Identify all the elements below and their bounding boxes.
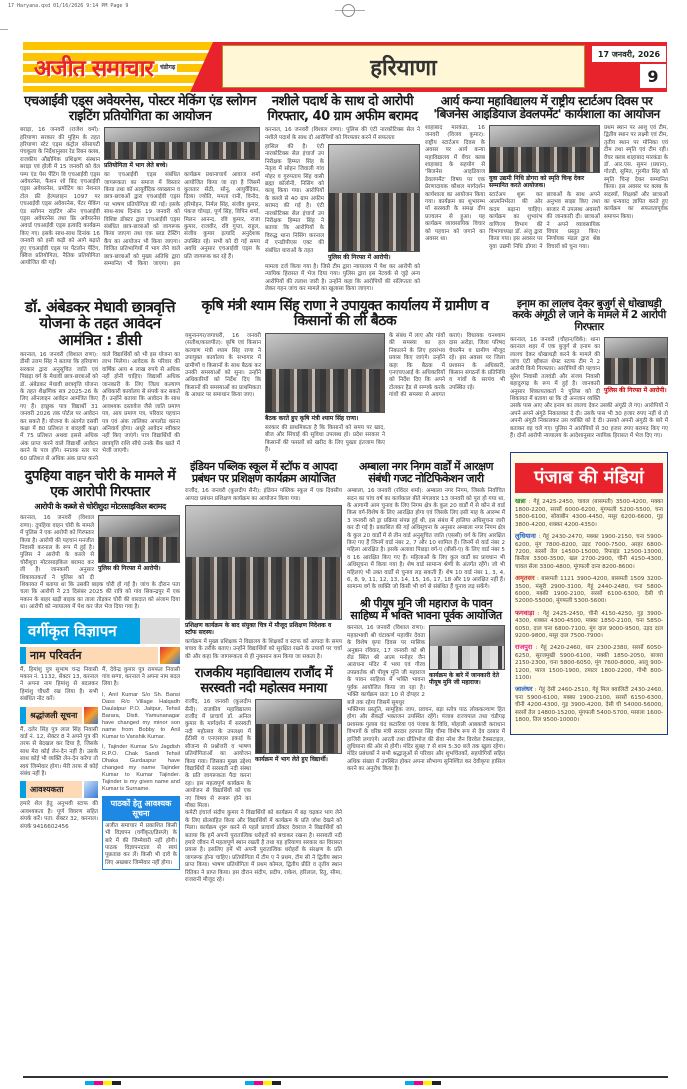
article-body-wrap <box>510 337 668 441</box>
middle-right <box>347 461 505 774</box>
news-photo <box>255 699 342 754</box>
article-intro: करनाल, 16 जनवरी (विशाल राणा): पुलिस की एंटी नारकोटिक्स सेल ने नशीले पदार्थ के साथ दो आरोपियों को गिरफ्तार करने में सफलता <box>265 127 420 141</box>
headline-ring-fraud-arrest: इनाम का लालच देकर बुजुर्ग से धोखाधड़ी करके अंगूठी ले जाने के मामले में 2 आरोपी गिरफ्तार <box>512 297 666 334</box>
news-photo <box>185 505 342 620</box>
mandi-entry: खन्ना : गेहूं 2425-2450, चावल (बासमती) 3500-4200, मक्का 1800-2200, सरसों 6000-6200, मूंगफली 5200-5500, चना 5800-6100, सोयाबीन 4300-4450, मसूर 6200-6600, गुड़ 3800-4200, शक्कर 4200-4350। <box>515 497 663 528</box>
mandi-entry: राजपुरा : गेहूं 2420-2460, धान 2300-2380, सरसों 6050-6250, सूरजमुखी 5900-6100, मक्की 1850-2050, बाजरा 2150-2300, चना 5800-6050, मूंग 7600-8000, आलू 900-1200, प्याज 1500-1900, टमाटर 1800-2200, गोभी 800-1100। <box>515 643 663 681</box>
photo-block <box>328 144 420 264</box>
article-vahan <box>20 469 180 612</box>
headline-saraswati-festival: राजकीय महाविद्यालय राजौंद में सरस्वती नदी महोत्सव मनाया <box>194 666 333 696</box>
photo-block <box>604 337 668 397</box>
article-middle <box>489 125 600 251</box>
article-columns <box>425 125 668 251</box>
headline-ward-reservation: अम्बाला नगर निगम वार्डों में आरक्षण संबंधी गजट नोटिफिकेशन जारी <box>359 459 493 485</box>
classified-columns <box>20 667 180 871</box>
article-body: कार्यक्रम में मुख्य प्रशिक्षक ने विद्यालय के शिक्षकों व स्टाफ को आपदा के समय बचाव के तरीके बताए। उन्होंने विद्यार्थियों को सुरक्षित रखने के उपायों पर चर्चा की और कहा कि जागरूकता से ही नुकसान कम किया जा सकता है। <box>185 638 342 660</box>
article-body: करनाल, 16 जनवरी (विशाल राणा): दुपहिया वाहन चोरी के मामले में पुलिस ने एक आरोपी को गिरफ्तार किया है। आरोपी की पहचान मनजीत निवासी करनाल के रूप में हुई है। पुलिस ने आरोपी के कब्जे से चोरीशुदा मोटरसाइकिल बरामद कर ली है। जानकारी अनुसार शिकायतकर्ता ने पुलिस को दी शिकायत में बताया था कि उसकी बाइक चोरी हो गई है। जांच के दौरान पता चला कि आरोपी ने 23 दिसंबर 2025 की रात्रि को गांव सिकन्द्रपुर में एक मकान के बाहर खड़ी बाइक का ताला तोड़कर चोरी की वारदात को अंजाम दिया था। आरोपी को न्यायालय में पेश कर जेल भेज दिया गया है। <box>20 515 180 611</box>
news-photo <box>265 333 385 413</box>
article-columns <box>185 699 342 810</box>
classified-title: वर्गीकृत विज्ञापन <box>20 618 180 644</box>
article-body: का एचआईवी एड्स संबंधित जागरूकता का समाज में विस्तार किया तथा कॉ आयुर्वेदिक व्याख्यान व छात्र-छात्राओं द्वारा एचआईवी एड्स पर भाषण प्रतियोगिता की गई। इसके साथ-साथ दिनांक 19 जनवरी को विशिष्ट डॉक्टर द्वारा एचआईवी एड्स संबंधित छात्र-छात्राओं को जागरूक किया जाएगा तथा एक ब्लड टेस्टिंग कैंप का आयोजन भी किया जाएगा। विजित प्रतिभागियों में भाग लेने वाले छात्र-छात्राओं को मुख्य अतिथि द्वारा सम्मानित भी किया जाएगा। इस कार्यक्रम प्रधानाचार्य आवाज शर्मा आयोजित किया जा रहा है जिसमें कुलतार सेठी, सोनू, आयुर्वेदिका, दिव्या ज्योति, ममता रानी, विनोद, हरिमोहन, निर्मल सिंह, संजीव कुमार, पंकज चोपड़ा, पूर्ण सिंह, विपिन शर्मा, मिलन आनन्द, रवि कुमार, राजा कुमार, राजवीर, रवि गुप्ता, राहुल, संजीव कुमार इत्यादि अनुदेशक उपस्थित रहे। सभी को दी गई समय अवधि अनुसार एचआईवी एड्स के प्रति जागरूक कर रहे हैं। <box>104 172 260 267</box>
mandi-rates: गेहूं 2425-2450, चीनी 4150-4250, गुड़ 3900-4300, शक्कर 4300-4500, मक्का 1850-2100, चना 5850-6050, दाल चना 6800-7100, मूंग दाल 9000-9500, उड़द दाल 9200-9800, मसूर दाल 7500-7900। <box>515 610 663 639</box>
article-body: हासिल की है। एंटी नारकोटिक्स सेल इंचार्ज उप निरीक्षक हिम्मत सिंह के नेतृत्व में सोहन जिवाली गांव मोहर व गुरुपताप सिंह वासी ब्रह्मा कॉलोनी, निसिंग को काबू किया गया। आरोपियों के कब्जे से 40 ग्राम अफीम बरामद की गई है। एंटी नारकोटिक्स सेल इंचार्ज उप निरीक्षक हिम्मत सिंह ने बताया कि आरोपियों के विरुद्ध थाना निसिंग करनाल में एनडीपीएस एक्ट की संबंधित धाराओं के तहत <box>265 143 324 254</box>
photo-caption: कार्यक्रम के बारे में जानकारी देते पीयूष मुनि जी महाराज। <box>429 672 500 687</box>
article-columns <box>265 144 420 264</box>
headline-startup-workshop: आर्य कन्या महाविद्यालय में राष्ट्रीय स्टार्टअप दिवस पर 'बिजनेस आइडियाज डेवलपमेंट' कार्यशाला का आयोजन <box>433 94 660 122</box>
article-body: बराड़ा, 16 जनवरी (राजेश वर्मा): हरियाणा सरकार की मुहिम के तहत हरियाणा स्टेट एड्स कंट्रोल सोसायटी पंचकूला के निर्देशानुसार रेड रिबन क्लब, राजकीय औद्योगिक प्रशिक्षण संस्थान बराड़ा एवं होली में 15 जनवरी को वेल पम्प एंड पेस पेंटिंग वि एचआईवी एड्स अवेयरनेस, फैशन शो बिंद एचआईवी एड्स अवेयरनेस, प्रमोटिंग का नेशनल टोल फ्री हेल्पलाइन 1097 पर एचआईवी एड्स अवेयरनेस, पेंटर मेकिंग एंड स्लोगन राइटिंग ऑन एचआईवी एड्स अवेयरनेस तथा फ्रि अवेयरनेस अवार्ड एचआईवी एड्स इत्यादि कार्यक्रम किए गए। इसके साथ-साथ दिनांक 16 जनवरी को इसी कड़ी को आगे बढ़ाते हुए एचआईवी एड्स पर पेंटलोन पेंटिंग, क्विज प्रतियोगिता, नैतिक प्रतियोगिता आयोजित की गई। <box>20 127 100 267</box>
registration-mark <box>342 4 355 17</box>
classified-col-2 <box>102 667 180 871</box>
article-body: करनाल, 16 जनवरी (चौहान/विर्क): थाना करनाल शहर में एक बुजुर्ग से इनाम का लालच देकर धोखाधड़ी करने के मामले की जांच एंटी व्हीकल थेफ्ट स्टाफ टीम ने 2 आरोपी किये गिरफ्तार। आरोपियों की पहचान सुरेश निवासी तलवंडी और संजय निवासी बहादुरगढ़ के रूप में हुई है। जानकारी अनुसार शिकायतकर्ता ने पुलिस को दी शिकायत में बताया था कि दो अनजान व्यक्ति उसके पास आए और इनाम का लालच देकर उसकी अंगूठी ले गए। आरोपियों ने अपने अपने अंगूठे निकालकर दे दी। उसके पास भी 30 हजार रुपए नहीं थे तो अपनी अंगूठी निकालकर उस व्यक्ति को दे दी। उसको अपनी अंगूठी के बारे में बताकर वह चले गए। पुलिस ने आरोपियों से 30 हजार रुपए बरामद किए गए हैं। दोनों आरोपी न्यायालय के आदेशानुसार न्यायिक हिरासत में भेज दिए गए। <box>510 336 668 440</box>
photo-caption: युवा उद्यमी निधि डोगरा को स्मृति चिन्ह देकर सम्मानित करते आयोजक। <box>489 174 585 189</box>
classified-ad-english: I, Tajinder Kumar S/o Jagdish R.P.O. Chak Sandi Tehsil Dhaka Gurdaspur have changed my name Tajinder Kumar to Kumar Tajinder. Tajinder is my given name and Kumar is Surname. <box>102 743 180 792</box>
article-right <box>104 127 260 268</box>
photo-caption: कार्यक्रम में भाग लेते हुए विद्यार्थी। <box>255 756 328 764</box>
mandi-city: फगवाड़ा <box>515 608 535 617</box>
reader-notice-text: अजीत समाचार में प्रकाशित किसी भी विज्ञापन (वर्गीकृत/डिस्प्ले) के बारे में की जिम्मेवारी नहीं होगी। पाठक विज्ञापनदाता से स्वयं पूछताछ कर लें। किसी भी दावे के लिए अखबार जिम्मेवार नहीं होगा। <box>105 822 177 866</box>
mandi-city: जालंधर <box>515 685 533 694</box>
headline-bike-theft-arrest: दुपहिया वाहन चोरी के मामले में एक आरोपी गिरफ्तार <box>24 468 176 500</box>
category-row <box>20 647 180 664</box>
page-bottom-rule <box>23 1076 668 1078</box>
article-drugs <box>265 95 420 294</box>
category-notice: श्रद्धांजली सूचना <box>20 707 82 724</box>
mandi-city: खन्ना <box>515 497 526 506</box>
article-body: के संबंध में लाए और गांवों की समस्या का हल निकालने के लिए हरसंभव प्रयास किए जाएंगे। उन्होंने कहा कि बैठक में एनएचएआई के अधिकारियों को निर्देश दिए कि अपने टोलकर हैड से सम्पर्क करके गांवों की समस्या से अवगत कराएं। विधायक घनश्याम दास अरोड़ा, जिला परिषद चेयरमैन व ग्रामीण मौजूद रहे। इस अवसर पर जिला प्रशासन के अधिकारी, किसान संगठनों के प्रतिनिधि व गांवों के सरपंच भी उपस्थित रहे। <box>389 332 505 399</box>
ad-image <box>84 707 98 724</box>
mandi-city: अमृतसर <box>515 574 535 583</box>
headline-agriculture-minister-meeting: कृषि मंत्री श्याम सिंह राणा ने उपायुक्त कार्यालय में ग्रामीण व किसानों की ली बैठक <box>201 297 489 330</box>
photo-caption: पुलिस की गिरफ्त में आरोपी। <box>328 253 391 261</box>
article-nigam <box>347 461 505 592</box>
top-row <box>20 95 668 294</box>
article-body-wrap <box>20 515 180 611</box>
article-ambedkar <box>20 299 180 463</box>
middle-subcolumns <box>185 461 505 885</box>
mandi-city: राजपुरा <box>515 643 533 652</box>
newspaper-logo: अजीत समाचार <box>34 56 153 82</box>
lower-row <box>20 299 668 885</box>
subheadline: आरोपी के कब्जे से चोरीशुदा मोटरसाइकिल बरामद <box>34 502 166 512</box>
article-columns <box>20 127 260 268</box>
photo-caption: बैठक करते हुए कृषि मंत्री श्याम सिंह राणा। <box>265 414 359 422</box>
classified-ad: मैं, दलेर सिंह पुत्र लाल सिंह निवासी वार्ड नं. 12, सेक्टर 8 ने अपने पुत्र की तरफ से बेदखल कर दिया है, जिसके साथ मेरा कोई लेन-देन नहीं है। उसके साथ कोई भी व्यक्ति लेन-देन करेगा तो स्वयं जिम्मेवार होगा। मेरी तरफ से कोई संबंध नहीं है। <box>20 726 98 778</box>
category-row <box>20 781 98 798</box>
mandi-entry: जालंधर : गेहूं देसी 2460-2510, गेहूं मिल क्वालिटी 2430-2460, चना 5900-6100, मक्का 1900-2100, सरसों 6150-6300, चीनी 4200-4300, गुड़ 3900-4200, देसी घी 54000-56000, सरसों तेल 14800-15200, मूंगफली 5400-5700, मसाला 1600-1800, तिल 9500-10000। <box>515 685 663 724</box>
article-columns <box>347 625 505 706</box>
mandi-entry: अमृतसर : बासमती 1121 3900-4200, बासमती 1509 3200-3500, मंसूरी 2900-3100, गेहूं 2440-2480, चना 5800-6000, मक्की 1900-2100, सरसों 6100-6300, देसी घी 52000-55000, मूंगफली 5300-5600। <box>515 574 663 605</box>
article-body: मामला दर्ज किया गया है। जिसे टीम द्वारा न्यायालय में पेश कर आरोपी को न्यायिक हिरासत में भेज दिया गया। पुलिस द्वारा इस नेटवर्क से जुड़े अन्य आरोपियों की तलाश जारी है। उन्होंने कहा कि आरोपियों की संलिप्तता को लेकर गहन जांच कर मामले का खुलासा किया जाएगा। <box>265 263 420 293</box>
reader-notice-title: पाठकों हेतु आवश्यक सूचना <box>103 797 179 821</box>
right-column <box>510 299 668 736</box>
left-column <box>20 299 180 871</box>
article-body: राजौंद, 16 जनवरी (कुलदीप सैनी): राजकीय महाविद्यालय राजौंद में प्राचार्य डॉ. अनिल कुमार के मार्गदर्शन में सरस्वती नदी महोत्सव के उपलक्ष्य में ईंटीसी व एनएसएस इकाई के सौजन्य से प्रश्नोत्तरी व भाषण प्रतियोगिताओं का आयोजन किया गया। जिसका मुख्य उद्देश्य विद्यार्थियों में सरस्वती नदी संस्था के प्रति जागरूकता पैदा करना रहा। इस महत्वपूर्ण कार्यक्रम के आयोजन से विद्यार्थियों को एक नए विषय से रूबरू होने का मौका मिला। <box>185 699 251 809</box>
color-bar <box>245 1081 281 1085</box>
classified-ad: मैं, हिमांशु पुत्र सुभाष चन्द्र निवासी मकान नं. 1132, सेक्टर 13, करनाल ने अपना नाम हिमांशु से बदलकर हिमांशु चौधरी रख लिया है। सभी संबंधित नोट करें। <box>20 666 98 703</box>
headline-piyush-muni: श्री पीयूष मुनि जी महाराज के पावन साहिध्य में भक्ति भावना पूर्वक आयोजित <box>350 596 502 623</box>
print-slug: 17 Haryana.qxd 01/16/2026 9:14 PM Page 9 <box>8 3 129 9</box>
color-bar <box>405 1081 441 1085</box>
middle-column <box>185 299 505 885</box>
news-photo <box>604 337 668 385</box>
category-requirement: आवश्यकता <box>20 781 82 798</box>
mandi-rates: गेहूं 2430-2470, मक्का 1900-2150, चना 5900-6200, मूंग 7800-8200, उड़द 7000-7500, अरहर 6800-7200, सरसों तेल 14500-15000, रिफाइंड 12500-13000, बिनौला 3300-3500, खल 2700-2900, चीनी 4150-4300, चावल सेला 3300-4800, मूंगफली दाना 8200-8600। <box>515 534 663 570</box>
headline-drug-arrest: नशीले पदार्थ के साथ दो आरोपी गिरफ्तार, 40 ग्राम अफीम बरामद <box>267 94 418 124</box>
mandi-entry: फगवाड़ा : गेहूं 2425-2450, चीनी 4150-4250, गुड़ 3900-4300, शक्कर 4300-4500, मक्का 1850-2100, चना 5850-6050, दाल चना 6800-7100, मूंग दाल 9000-9500, उड़द दाल 9200-9800, मसूर दाल 7500-7900। <box>515 608 663 639</box>
reader-notice-box <box>102 796 180 870</box>
article-body: यमुनानगर/जगाधरी, 16 जनवरी (सतीश/कालपीत): कृषि एवं किसान कल्याण मंत्री श्याम सिंह राणा ने उपायुक्त कार्यालय के सभागार में ग्रामीणों व किसानों के साथ बैठक कर उनकी समस्याओं को सुना। उन्होंने अधिकारियों को निर्देश दिए कि किसानों की समस्याओं का प्राथमिकता के आधार पर समाधान किया जाए। <box>185 332 261 399</box>
classified-ad: मैं, देवेन्द्र कुमार पुत्र रामफल निवासी गांव सग्गा, करनाल ने अपना नाम बदल लिया है। <box>102 666 181 688</box>
page-number: 9 <box>640 64 666 88</box>
article-intro: राजौंद, 16 जनवरी (कुलदीप सैनी): इंडियन पब्लिक स्कूल में एक दिवसीय आपदा प्रबंधन प्रशिक्षण कार्यक्रम का आयोजन किया गया। <box>185 488 342 502</box>
edition-city: चंडीगढ़ <box>159 64 176 71</box>
logo-group <box>34 44 177 90</box>
photo-caption: प्रतियोगिता में भाग लेते बच्चे। <box>104 162 168 170</box>
ad-image <box>84 781 98 798</box>
news-photo <box>328 144 420 252</box>
photo-block <box>98 515 180 575</box>
headline-ambedkar-scholarship: डॉ. अंबेडकर मेधावी छात्रवृत्ति योजना के तहत आवेदन आमंत्रित : डीसी <box>24 297 176 350</box>
section-title: हरियाणा <box>222 45 585 88</box>
headline-hiv-awareness: एचआईवी एड्स अवेयरनेस, पोस्टर मेकिंग एंड स्लोगन राइटिंग प्रतियोगिता का आयोजन <box>24 94 256 124</box>
news-photo <box>429 625 505 670</box>
article-body: करनाल, 16 जनवरी (विशाल राणा): महाप्रभावी श्री घंटाकर्ण महावीर देवता के विशेष कृपा दिवस पर मासिक अनुष्ठान रविवार, 17 जनवरी को श्री रोड स्थित श्री आत्म मनोहर जैन आराधना मंदिर में भव्य एवं गौरव उपप्रवर्तक श्री पीयूष मुनि जी महाराज के पावन साहिध्य में भक्ति भावना पूर्वक आयोजित किया जा रहा है। भक्ति कार्यक्रम प्रातः 10 से दोपहर 2 बजे तक रहेगा जिसमें सुमधुर <box>347 625 425 706</box>
mandi-rates: गेहूं 2420-2460, धान 2300-2380, सरसों 6050-6250, सूरजमुखी 5900-6100, मक्की 1850-2050, बाजरा 2150-2300, चना 5800-6050, मूंग 7600-8000, आलू 900-1200, प्याज 1500-1900, टमाटर 1800-2200, गोभी 800-1100। <box>515 645 663 681</box>
mandi-title: पंजाब की मंडियां <box>515 463 663 493</box>
article-body: भक्तिमय प्रस्तुति, सामूहिक जाप, प्रवचन, बड़ा स्तोत्र पाठ लोककल्याण हित होगा और सैकड़ों भक्तजन उपस्थित रहेंगे। पंजाब राज्यपाल तथा चंडीगढ़ प्रशासक गुलाब चंद कटारिया एवं पंजाब के विधि, मोहाली आबकारी कराधान विभागों के वरिष्ठ मंत्री सरदार हरपाल सिंह चीमा विशेष रूप से देव दरबार में हाजिरी लगाएंगे। आरती तथा प्रीतिभोज की सेवा नरेश जैन विरवेल टैक्सटाइल, लुधियाना की ओर से होगी। मंदिर सुबह 7 से शाम 5:30 बजे तक खुला रहेगा। मंदिर प्रबंधकों ने सभी श्रद्धालुओं से परिवार और शुभचिंतकों, सहयोगियों सहित अधिक संख्या में उपस्थित होकर अपना सौभाग्य सुनिश्चित कर देवीकृपा हासिल करने का अनुरोध किया है। <box>347 706 505 773</box>
crop-mark <box>0 29 8 30</box>
article-body: अम्बाला, 16 जनवरी (रविंदर शर्मा): अम्बाला नगर निगम, जिसके निर्वाचित सदन का पांच वर्ष का कार्यकाल बीते मंगलवार 13 जनवरी को पूरा हो गया था, के आगामी आम चुनाव के लिए निगम क्षेत्र के कुल 20 वार्डों में से कौन से वार्ड किस वर्ग-विशेष के लिए आरक्षित होगा एवं जिसके लिए इसी माह के आरम्भ में 3 जनवरी को ड्रा प्रक्रिया संपन्न हुई थी, इस संबंध में हालिया अधिसूचना जारी कर दी गई है। प्रकाशित की गई अधिसूचना के अनुसार अम्बाला नगर निगम क्षेत्र के कुल 20 वार्डों में से तीन वार्ड अनुसूचित जाति (एससी) वर्ग के लिए आरक्षित किए गए हैं जिनमें वार्ड नंबर 2, 7 और 10 शामिल हैं। जिनमें से वार्ड नंबर 2 महिला आरक्षित है। इसके अलावा पिछड़ा वर्ग-ए (बीसी-ए) के लिए वार्ड नंबर 5 व 16 आरक्षित किए गए हैं। महिलाओं के लिए कुल वार्डों का प्रावधान भी अधिसूचना में किया गया है। शेष वार्ड सामान्य श्रेणी के अंतर्गत रहेंगे। जो भी महिलाएं भी उक्त वार्डों से चुनाव लड़ सकती हैं। शेष 10 वार्ड नंबर 1, 3, 4, 6, 8, 9, 11, 12, 13, 14, 15, 16, 17, 18 और 19 आरक्षित नहीं हैं। सामान्य वर्ग के व्यक्ति जो किसी भी वर्ग से संबंधित हैं चुनाव लड़ सकेंगे। <box>347 488 505 591</box>
color-bar <box>85 1081 121 1085</box>
article-inam <box>510 299 668 441</box>
article-columns <box>185 333 505 455</box>
article-body: करनाल, 16 जनवरी (विशाल राणा): डीसी उत्तम सिंह ने बताया कि हरियाणा सरकार द्वारा अनुसूचित जाति एवं पिछड़ा वर्ग के मेधावी छात्र-छात्राओं को डॉ. अंबेडकर मेधावी छात्रवृत्ति योजना के तहत शैक्षणिक सत्र 2025-26 के लिए ऑनलाइन आवेदन आमंत्रित किए गए हैं। इच्छुक पात्र विद्यार्थी 31 जनवरी 2026 तक पोर्टल पर आवेदन कर सकते हैं। योजना के अंतर्गत दसवीं कक्षा में 80 प्रतिशत व बारहवीं कक्षा में 75 प्रतिशत अथवा इससे अधिक अंक प्राप्त करने वाले विद्यार्थी आवेदन करने के पात्र होंगे। स्नातक स्तर पर 60 प्रतिशत से अधिक अंक प्राप्त करने वाले विद्यार्थियों को भी इस योजना का लाभ मिलेगा। आवेदक के परिवार की वार्षिक आय 4 लाख रुपये से अधिक नहीं होनी चाहिए। विद्यार्थी अधिक जानकारी के लिए जिला कल्याण अधिकारी कार्यालय से संपर्क कर सकते हैं। उन्होंने बताया कि आवेदन के साथ आवश्यक दस्तावेज जैसे जाति प्रमाण पत्र, आय प्रमाण पत्र, परिवार पहचान पत्र एवं अंक तालिका अपलोड करना अनिवार्य होगा। अधूरे आवेदन स्वीकार नहीं किए जाएंगे। पात्र विद्यार्थियों की छात्रवृत्ति राशि सीधे उनके बैंक खाते में भेजी जाएगी। <box>20 351 180 462</box>
article-rajkiya <box>185 667 342 884</box>
photo-block <box>429 625 505 689</box>
classified-col-1 <box>20 667 98 832</box>
photo-caption: पुलिस की गिरफ्त में आरोपी। <box>604 386 667 394</box>
punjab-mandi-rates-box <box>510 452 668 735</box>
article-school <box>185 461 342 662</box>
mandi-city: लुधियाना <box>515 532 536 541</box>
page-content <box>20 95 668 884</box>
article-body: कमेटी इंचार्ज संदीप कुमार ने विद्यार्थियों को कार्यक्रम में बढ़ चढ़कर भाग लेने के लिए प्रोत्साहित किया और विद्यार्थियों में कार्यक्रम के प्रति जोश देखने को मिला। कार्यक्रम शुरू करने से पहले प्राचार्य डॉक्टर देवराज ने विद्यार्थियों को बताया कि हमें अपनी पुरातात्विक धरोहरों को बचाकर रखना है। सरस्वती नदी हमारे जीवन में महत्वपूर्ण स्थान रखती है तथा यह हरियाणा सरकार का विरासत प्रयास है। इसलिए हमें भी अपनी पुरातात्विक धरोहरों के संरक्षण के प्रति जागरूक होना चाहिए। प्रतियोगिता में टीम ए ने प्रथम, टीम सी ने द्वितीय स्थान प्राप्त किया। भाषण प्रतियोगिता में प्रथम कोमल, द्वितीय प्रीति व तृतीय स्थान रितिका ने प्राप्त किया। इस दौरान संदीप, प्रदीप, राकेश, हरिलाल, रितु, सीमा, राजरानी मौजूद रहे। <box>185 810 342 883</box>
mandi-list <box>511 498 667 728</box>
mandi-rates: बासमती 1121 3900-4200, बासमती 1509 3200-3500, मंसूरी 2900-3100, गेहूं 2440-2480, चना 5800-6000, मक्की 1900-2100, सरसों 6100-6300, देसी घी 52000-55000, मूंगफली 5300-5600। <box>515 576 663 605</box>
mandi-entry: लुधियाना : गेहूं 2430-2470, मक्का 1900-2150, चना 5900-6200, मूंग 7800-8200, उड़द 7000-7500, अरहर 6800-7200, सरसों तेल 14500-15000, रिफाइंड 12500-13000, बिनौला 3300-3500, खल 2700-2900, चीनी 4150-4300, चावल सेला 3300-4800, मूंगफली दाना 8200-8600। <box>515 532 663 570</box>
category-row <box>20 707 98 724</box>
article-krishi <box>185 299 505 455</box>
article-body: सरकार की प्राथमिकता है कि किसानों को समय पर खाद, बीज और सिंचाई की सुविधा उपलब्ध हो। प्रदेश सरकार ने किसानों की फसलों को खरीद के लिए पुख्ता इंतजाम किए हैं। <box>265 424 385 454</box>
photo-caption: पुलिस की गिरफ्त में आरोपी। <box>98 565 161 573</box>
mandi-rates: गेहूं 2425-2450, चावल (बासमती) 3500-4200, मक्का 1800-2200, सरसों 6000-6200, मूंगफली 5200-5500, चना 5800-6100, सोयाबीन 4300-4450, मसूर 6200-6600, गुड़ 3800-4200, शक्कर 4200-4350। <box>515 499 663 528</box>
classified-ad-english: I, Anil Kumar S/o Sh. Bansi Dass R/o Village Halqadh Daulatpur P.O. Jaitpur, Tehsil Barara, Distt. Yamunanagar have changed my minor son name from Bobby to Anil Kumar to Vanshik Kumar. <box>102 691 180 740</box>
news-photo <box>104 127 260 160</box>
classified-ad: हमारे शेल हेतु अनुभवी स्टाफ की आवश्यकता है। पूर्ण विवरण सहित संपर्क करें। पता: सेक्टर 32, करनाल। संपर्क 9416602456 <box>20 801 98 830</box>
middle-left <box>185 461 342 885</box>
mandi-rates: गेहूं देसी 2460-2510, गेहूं मिल क्वालिटी 2430-2460, चना 5900-6100, मक्का 1900-2100, सरसों 6150-6300, चीनी 4200-4300, गुड़ 3900-4200, देसी घी 54000-56000, सरसों तेल 14800-15200, मूंगफली 5400-5700, मसाला 1600-1800, तिल 9500-10000। <box>515 687 663 724</box>
article-startup <box>425 95 668 251</box>
article-hiv <box>20 95 260 268</box>
article-middle <box>265 333 385 455</box>
ad-image <box>160 647 180 664</box>
category-name-change: नाम परिवर्तन <box>20 647 158 664</box>
photo-caption: प्रशिक्षण कार्यक्रम के बाद संयुक्त चित्र में मौजूद प्रशिक्षण निदेशक व स्टॉफ सदस्य। <box>185 621 332 636</box>
article-body: शाहाबाद मारकंडा, 16 जनवरी (विजय कुमार): राष्ट्रीय स्टार्टअप दिवस के अवसर पर आर्य कन्या महाविद्यालय में वेंचर क्लब शाहाबाद के सहयोग से 'बिजनेस आइडियाज डेवलपमेंट' विषय पर एक प्रेरणादायक कौशल मार्गदर्शन कार्यशाला का आयोजन किया गया। कार्यक्रम का शुभारम्भ माँ सरस्वती के समक्ष दीप प्रज्वलन से हुआ। यह कार्यक्रम व्यावसायिक विचार को पहचान को जगाने का अवसर था। <box>425 124 485 242</box>
issue-date: 17 जनवरी, 2026 <box>592 46 666 62</box>
article-body: प्रथम स्थान पर आशु एवं टीम, द्वितीय स्थान पर लक्ष्मी एवं टीम, तृतीय स्थान पर मोनिका एवं टीम तथा स्मृति एवं टीम रही। वेंचर क्लब शाहाबाद मारकंडा के डॉ. आर.एस. सुमन (प्रधान), गोल्डी, सुमित, गुरमीत सिंह को स्मृति चिन्ह देकर सम्मानित किया। इस अवसर पर क्लब के सदस्यों, शिक्षकों और छात्राओं का धन्यवाद ज्ञापित करते हुए कार्यक्रम का सफलतापूर्वक समापन किया। <box>604 124 668 220</box>
headline-school-training: इंडियन पब्लिक स्कूल में स्टॉफ व आपदा प्रबंधन पर प्रशिक्षण कार्यक्रम आयोजित <box>190 459 337 485</box>
news-photo <box>98 515 180 563</box>
article-body: स्टार्टअप शुरू कर आत्मनिर्भरता की ओर कदम बढ़ाना चाहिए। कार्यक्रम का शुभारंभ वाणिज्य विभाग की विभागाध्यक्ष डॉ. अंजु द्वारा किया गया। इस अवसर पर युवा उद्यमी निधि डोगरा ने छात्राओं के साथ अपने अनुभव साझा किए तथा बाजार में उपलब्ध अवसरों की जानकारी दी। छात्राओं ने अपने व्यावसायिक विचार प्रस्तुत किए। निर्णायक मंडल द्वारा श्रेष्ठ विचारों को चुना गया। <box>489 191 600 250</box>
news-photo <box>489 125 600 173</box>
classified-section <box>20 618 180 871</box>
article-piyush <box>347 598 505 774</box>
photo-block <box>255 699 342 766</box>
